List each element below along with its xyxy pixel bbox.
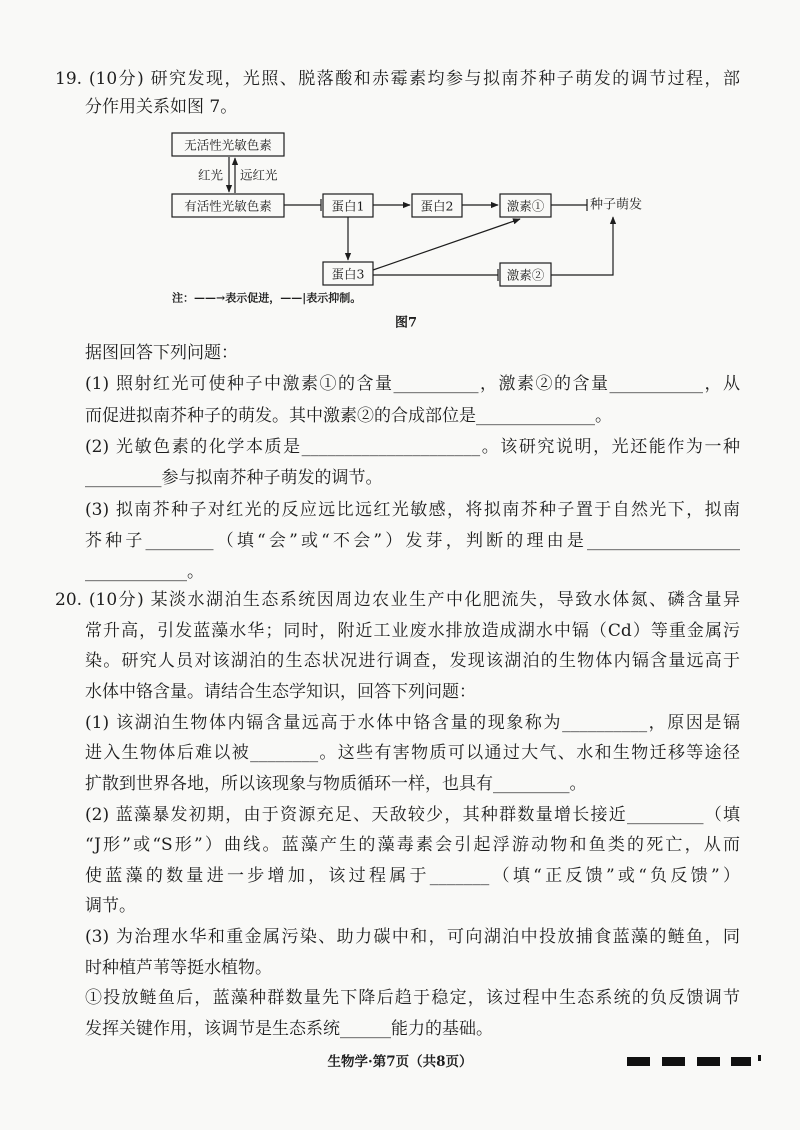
q19-line-6: 芥种子________（填“会”或“不会”）发芽，判断的理由是__________________ [85,531,740,551]
q20-line-5: “J形”或“S形”）曲线。蓝藻产生的藻毒素会引起浮游动物和鱼类的死亡，从而 [85,835,740,855]
q19-line-7: ____________。 [85,562,204,582]
figure-caption: 图7 [394,315,418,331]
q20-line-9: 时种植芦苇等挺水植物。 [85,958,272,978]
far-red-light-label: 远红光 [240,167,278,183]
promote-arrow-protein3-hormone1 [373,219,520,270]
node-protein3 [323,262,373,285]
q19-line-3: (2) 光敏色素的化学本质是_____________________。该研究说明，光还能作为一种 [85,437,740,457]
red-light-label: 红光 [197,167,223,183]
node-hormone1 [500,194,551,217]
node-active-phytochrome [172,194,284,217]
q19-line-2: 而促进拟南芥种子的萌发。其中激素②的合成部位是______________。 [85,406,612,426]
q20-line-11: 发挥关键作用，该调节是生态系统______能力的基础。 [85,1019,493,1039]
scan-mark [731,1057,751,1066]
scan-mark [697,1057,720,1066]
scan-mark [662,1057,685,1066]
q20-line-7: 调节。 [85,896,136,916]
q20-line-2: 进入生物体后难以被________。这些有害物质可以通过大气、水和生物迁移等途径 [85,743,740,763]
q20-intro-line-2: 常升高，引发蓝藻水华；同时，附近工业废水排放造成湖水中镉（Cd）等重金属污 [85,621,740,641]
q20-line-8: (3) 为治理水华和重金属污染、助力碳中和，可向湖泊中投放捕食蓝藻的鲢鱼，同 [85,927,740,947]
q19-intro-line-2: 分作用关系如图 7。 [85,97,238,117]
q20-intro-line-1: 20. (10分) 某淡水湖泊生态系统因周边农业生产中化肥流失，导致水体氮、磷含量异 [55,590,740,610]
q19-line-1: (1) 照射红光可使种子中激素①的含量__________，激素②的含量___________，从 [85,374,740,394]
scan-mark [627,1057,650,1066]
q19-intro-line-1: 19. (10分) 研究发现，光照、脱落酸和赤霉素均参与拟南芥种子萌发的调节过程，部 [55,69,740,89]
q20-line-3: 扩散到世界各地，所以该现象与物质循环一样，也具有_________。 [85,774,587,794]
q20-line-4: (2) 蓝藻暴发初期，由于资源充足、天敌较少，其种群数量增长接近_________（填 [85,805,740,825]
q19-line-4: _________参与拟南芥种子萌发的调节。 [85,468,383,488]
q19-prompt: 据图回答下列问题： [85,343,238,363]
node-hormone1-label: 激素① [506,198,545,214]
node-protein2 [412,194,462,217]
node-hormone2 [500,263,551,286]
node-hormone2-label: 激素② [506,267,545,283]
node-protein1 [323,194,373,217]
q20-intro-line-4: 水体中铬含量。请结合生态学知识，回答下列问题： [85,682,476,702]
node-protein1-label: 蛋白1 [331,198,365,214]
q20-line-1: (1) 该湖泊生物体内镉含量远高于水体中铬含量的现象称为__________，原因是镉 [85,713,740,733]
node-inactive-phytochrome [172,133,284,156]
node-germination-label: 种子萌发 [590,197,643,213]
node-inactive-phytochrome-label: 无活性光敏色素 [184,137,272,153]
q20-intro-line-3: 染。研究人员对该湖泊的生态状况进行调查，发现该湖泊的生物体内镉含量远高于 [85,651,740,671]
figure-note: 注：——→表示促进，——|表示抑制。 [172,291,362,305]
scan-mark [758,1055,761,1061]
q20-line-10: ①投放鲢鱼后，蓝藻种群数量先下降后趋于稳定，该过程中生态系统的负反馈调节 [85,988,740,1008]
page-footer: 生物学·第7页（共8页） [327,1054,473,1070]
figure-7-diagram [0,0,800,340]
q20-line-6: 使蓝藻的数量进一步增加，该过程属于_______（填“正反馈”或“负反馈”） [85,866,740,886]
q19-line-5: (3) 拟南芥种子对红光的反应远比远红光敏感，将拟南芥种子置于自然光下，拟南 [85,500,740,520]
node-active-phytochrome-label: 有活性光敏色素 [184,198,272,214]
node-protein2-label: 蛋白2 [420,198,454,214]
promote-arrow-hormone2-germination [551,217,613,275]
node-protein3-label: 蛋白3 [331,266,365,282]
